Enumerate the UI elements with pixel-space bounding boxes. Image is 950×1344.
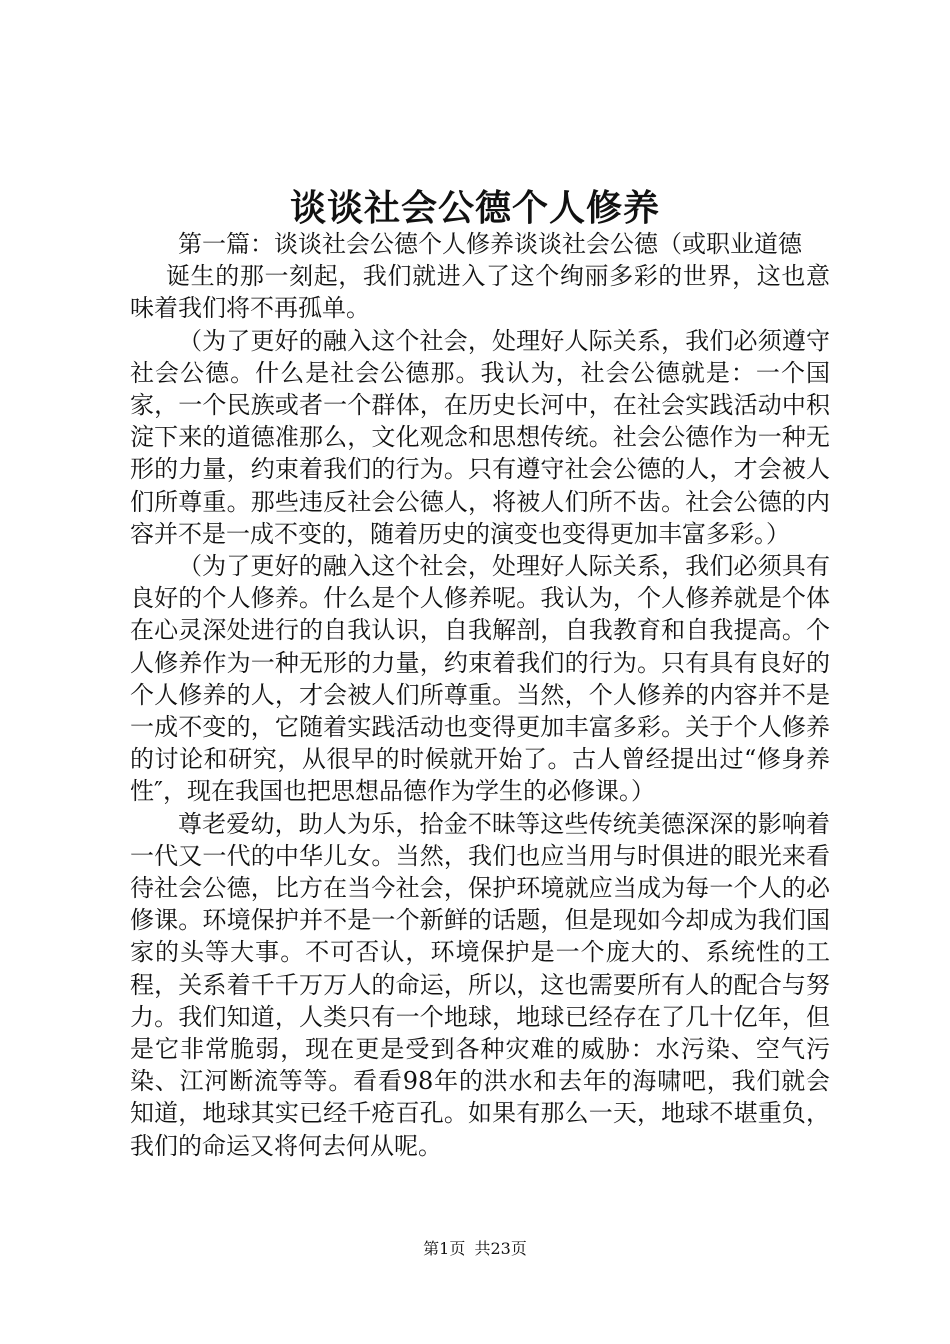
document-body [130,228,830,1162]
paragraph-2: 诞生的那一刻起，我们就进入了这个绚丽多彩的世界，这也意味着我们将不再孤单。 [130,262,830,323]
document-title: 谈谈社会公德个人修养 [289,187,660,229]
paragraph-1: 第一篇：谈谈社会公德个人修养谈谈社会公德（或职业道德 [178,230,802,258]
paragraph-4: （为了更好的融入这个社会，处理好人际关系，我们必须具有良好的个人修养。什么是个人修养呢。我认为，个人修养就是个体在心灵深处进行的自我认识，自我解剖，自我教育和自我提高。个人修养作为一种无形的力量，约束着我们的行为。只有具有良好的个人修养的人，才会被人们所尊重。当然，个人修养的内容并不是一成不变的，它随着实践活动也变得更加丰富多彩。关于个人修养的讨论和研究，从很早的时候就开始了。古人曾经提出过“修身养性″，现在我国也把思想品德作为学生的必修课。） [130,552,830,806]
paragraph-5: 尊老爱幼，助人为乐，拾金不昧等这些传统美德深深的影响着一代又一代的中华儿女。当然，我们也应当用与时俱进的眼光来看待社会公德，比方在当今社会，保护环境就应当成为每一个人的必修课。环境保护并不是一个新鲜的话题，但是现如今却成为我们国家的头等大事。不可否认，环境保护是一个庞大的、系统性的工程，关系着千千万万人的命运，所以，这也需要所有人的配合与努力。我们知道，人类只有一个地球，地球已经存在了几十亿年，但是它非常脆弱，现在更是受到各种灾难的威胁：水污染、空气污染、江河断流等等。看看98年的洪水和去年的海啸吧，我们就会知道，地球其实已经千疮百孔。如果有那么一天，地球不堪重负，我们的命运又将何去何从呢。 [130,809,830,1160]
paragraph-3: （为了更好的融入这个社会，处理好人际关系，我们必须遵守社会公德。什么是社会公德那。我认为，社会公德就是：一个国家，一个民族或者一个群体，在历史长河中，在社会实践活动中积淀下来的道德准那么，文化观念和思想传统。社会公德作为一种无形的力量，约束着我们的行为。只有遵守社会公德的人，才会被人们所尊重。那些违反社会公德人，将被人们所不齿。社会公德的内容并不是一成不变的，随着历史的演变也变得更加丰富多彩。） [130,326,830,548]
page-footer [0,1238,950,1260]
page-total: 共23页 [474,1239,527,1258]
page-number: 第1页 [423,1239,466,1258]
